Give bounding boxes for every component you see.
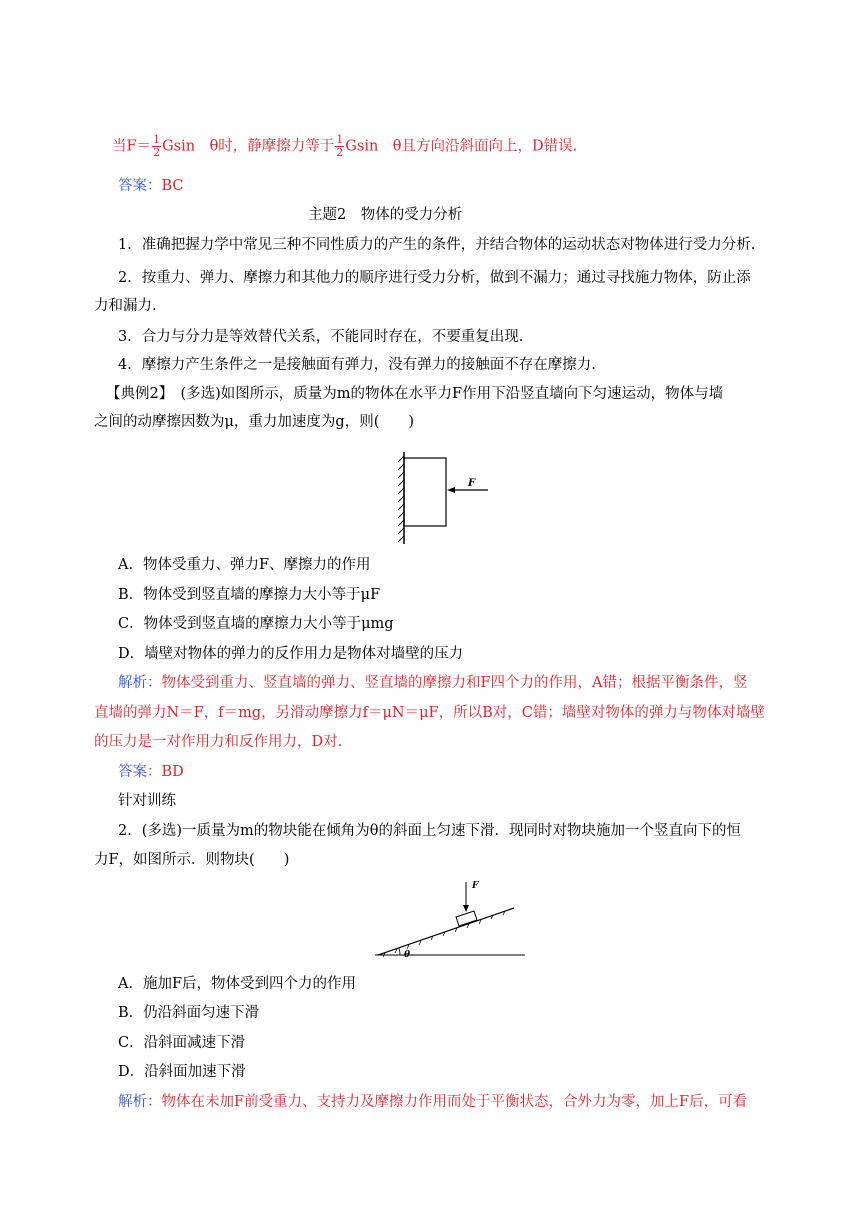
answer-value: BC bbox=[161, 178, 184, 194]
example-option-a: A．物体受重力、弹力F、摩擦力的作用 bbox=[118, 557, 371, 573]
top-text-part3: Gsin θ且方向沿斜面向上，D错误. bbox=[345, 138, 578, 155]
example-option-d: D．墙壁对物体的弹力的反作用力是物体对墙壁的压力 bbox=[118, 646, 464, 662]
incline-figure bbox=[370, 876, 530, 960]
answer-label: 答案： bbox=[118, 178, 162, 194]
wall-hatching bbox=[398, 452, 404, 544]
fraction-one-half-2 bbox=[335, 134, 344, 159]
point-3: 3．合力与分力是等效替代关系，不能同时存在，不要重复出现. bbox=[118, 329, 524, 345]
force-label: F bbox=[468, 478, 476, 489]
training-heading: 针对训练 bbox=[118, 793, 176, 809]
force-arrowhead bbox=[447, 487, 455, 493]
top-analysis-line bbox=[112, 134, 577, 159]
point-1: 1．准确把握力学中常见三种不同性质力的产生的条件，并结合物体的运动状态对物体进行受力分析. bbox=[118, 237, 756, 253]
analysis-label-3: 解析： bbox=[118, 1094, 162, 1110]
training-line-2: 力F，如图所示．则物块( ) bbox=[94, 852, 290, 868]
point-2-cont: 力和漏力. bbox=[94, 298, 157, 314]
top-text-part2: Gsin θ时，静摩擦力等于 bbox=[162, 138, 335, 155]
example-answer bbox=[118, 762, 184, 782]
example-analysis-1 bbox=[118, 673, 748, 693]
block-on-incline bbox=[456, 911, 477, 926]
vertical-force-arrowhead bbox=[463, 905, 469, 912]
example-line-1 bbox=[106, 384, 723, 404]
analysis-label: 解析： bbox=[118, 675, 162, 691]
fraction-numerator: 1 bbox=[153, 133, 161, 146]
example-line-2: 之间的动摩擦因数为μ，重力加速度为g，则( ) bbox=[94, 414, 415, 430]
training-analysis bbox=[118, 1092, 747, 1112]
analysis-text-3: 物体在未加F前受重力、支持力及摩擦力作用而处于平衡状态，合外力为零，加上F后，可看 bbox=[161, 1094, 748, 1110]
incline-surface bbox=[378, 908, 514, 955]
example-analysis-2: 直墙的弹力N＝F，f＝mg，另滑动摩擦力f＝μN＝μF，所以B对，C错；墙壁对物体的弹力与物体对墙壁 bbox=[94, 705, 765, 721]
section-title: 主题2 物体的受力分析 bbox=[308, 207, 463, 223]
fraction-numerator-2: 1 bbox=[336, 133, 344, 146]
answer-value-2: BD bbox=[161, 764, 184, 780]
fraction-denominator-2: 2 bbox=[336, 146, 344, 159]
angle-arc bbox=[399, 948, 400, 955]
vertical-force-label: F bbox=[472, 881, 479, 891]
answer-label-2: 答案： bbox=[118, 764, 162, 780]
training-line-1: 2．(多选)一质量为m的物块能在倾角为θ的斜面上匀速下滑．现同时对物块施加一个竖直向下的恒 bbox=[118, 823, 742, 839]
point-2: 2．按重力、弹力、摩擦力和其他力的顺序进行受力分析，做到不漏力；通过寻找施力物体，防止添 bbox=[118, 270, 751, 286]
wall-block-figure bbox=[396, 452, 496, 547]
point-4: 4．摩擦力产生条件之一是接触面有弹力，没有弹力的接触面不存在摩擦力. bbox=[118, 357, 596, 373]
training-option-c: C．沿斜面减速下滑 bbox=[118, 1035, 246, 1051]
example-option-c: C．物体受到竖直墙的摩擦力大小等于μmg bbox=[118, 616, 394, 632]
training-option-b: B．仍沿斜面匀速下滑 bbox=[118, 1005, 260, 1021]
angle-label: θ bbox=[404, 950, 411, 960]
fraction-denominator: 2 bbox=[153, 146, 161, 159]
training-option-a: A．施加F后，物体受到四个力的作用 bbox=[118, 976, 357, 992]
training-option-d: D．沿斜面加速下滑 bbox=[118, 1064, 246, 1080]
example-text-1: (多选)如图所示，质量为m的物体在水平力F作用下沿竖直墙向下匀速运动，物体与墙 bbox=[165, 386, 724, 402]
example-tag: 【典例2】 bbox=[106, 386, 166, 402]
block bbox=[404, 458, 446, 526]
analysis-text-1: 物体受到重力、竖直墙的弹力、竖直墙的摩擦力和F四个力的作用，A错；根据平衡条件，竖 bbox=[161, 675, 748, 691]
example-option-b: B．物体受到竖直墙的摩擦力大小等于μF bbox=[118, 587, 381, 603]
fraction-one-half bbox=[152, 134, 161, 159]
top-answer bbox=[118, 176, 184, 196]
example-analysis-3: 的压力是一对作用力和反作用力，D对. bbox=[94, 734, 343, 750]
top-text-part1: 当F＝ bbox=[112, 138, 152, 155]
